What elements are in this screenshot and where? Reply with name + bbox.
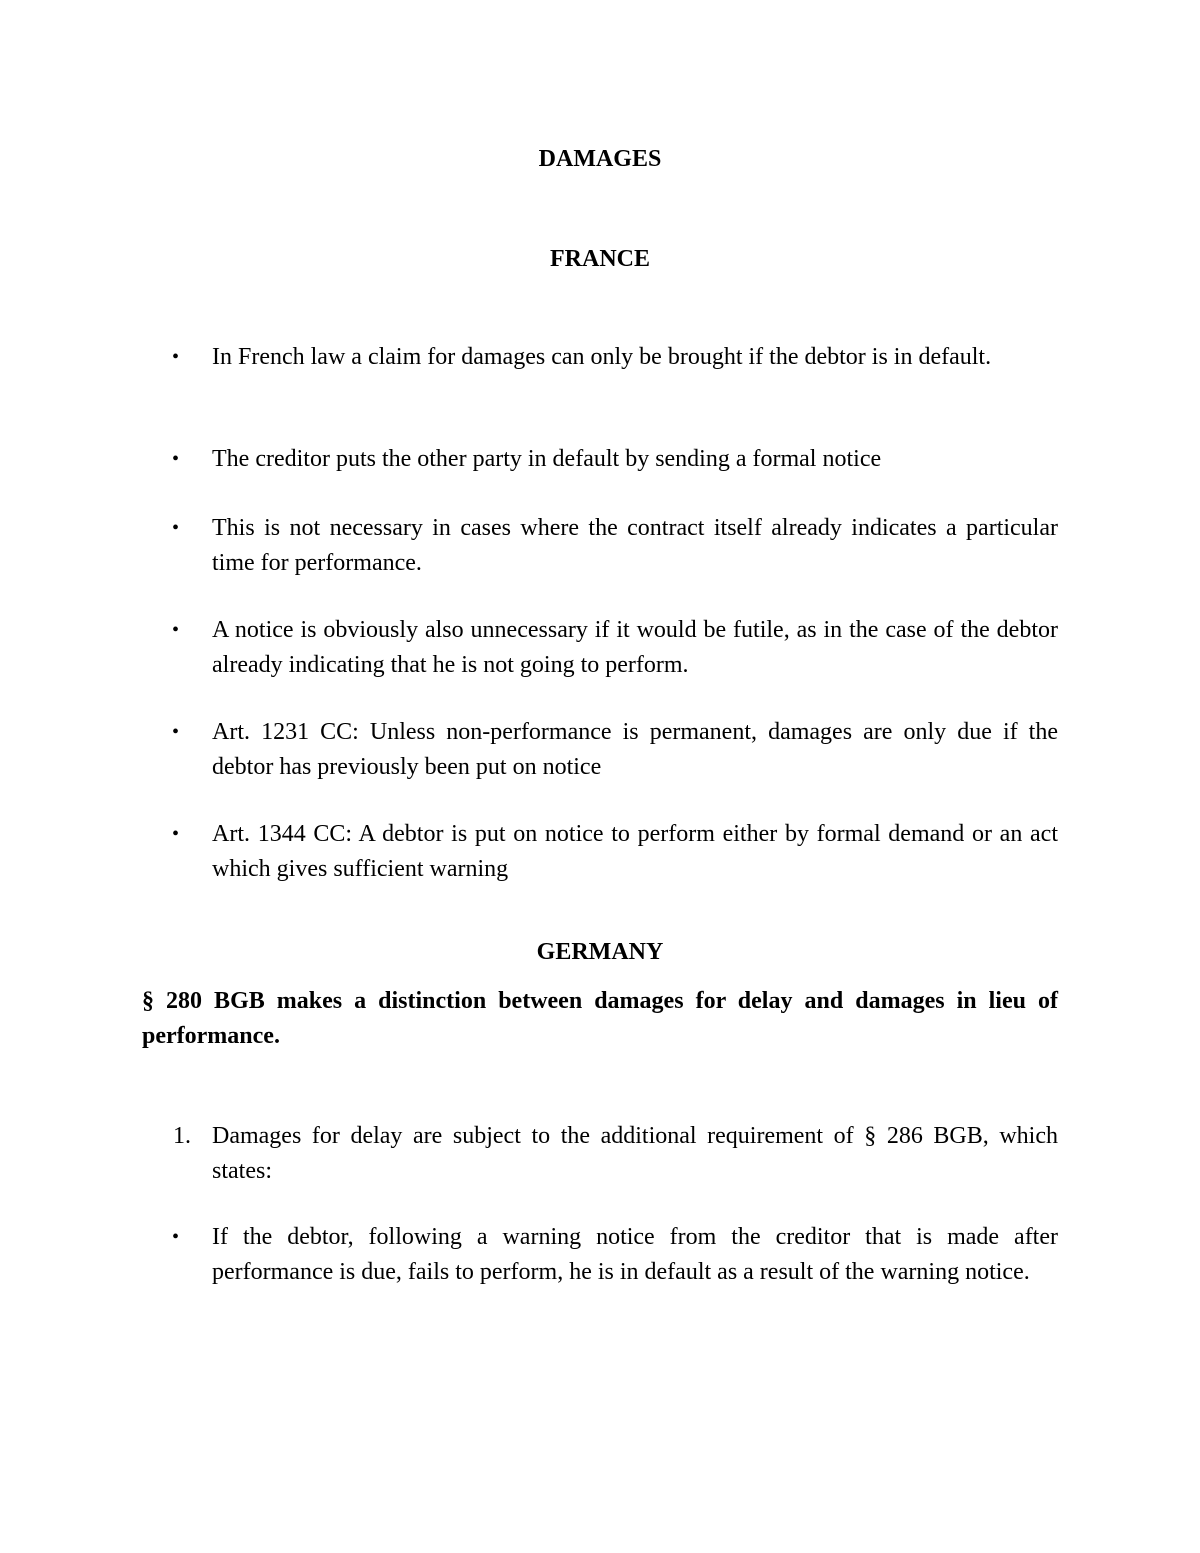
bullet-icon: • — [172, 346, 180, 368]
bullet-icon: • — [172, 1226, 180, 1248]
bullet-text: This is not necessary in cases where the contract itself already indicates a particular time for performance. — [212, 515, 1058, 576]
bullet-text: Art. 1344 CC: A debtor is put on notice to perform either by formal demand or an act which gives sufficient warning — [212, 821, 1058, 882]
france-bullet-4 — [142, 613, 1058, 683]
bullet-text: Art. 1231 CC: Unless non-performance is permanent, damages are only due if the debtor has previously been put on notice — [212, 719, 1058, 780]
list-number: 1. — [173, 1123, 191, 1149]
bullet-icon: • — [172, 448, 180, 470]
france-bullet-6 — [142, 817, 1058, 887]
france-bullet-1 — [142, 340, 1058, 375]
bullet-text: The creditor puts the other party in default by sending a formal notice — [212, 446, 882, 472]
bullet-icon: • — [172, 517, 180, 539]
germany-bullet-1 — [142, 1220, 1058, 1290]
france-bullet-3 — [142, 511, 1058, 581]
bullet-text: If the debtor, following a warning notice from the creditor that is made after performance is due, fails to perform, he is in default as a result of the warning notice. — [212, 1224, 1058, 1285]
bullet-icon: • — [172, 823, 180, 845]
germany-intro: § 280 BGB makes a distinction between damages for delay and damages in lieu of performance. — [142, 988, 1058, 1049]
bullet-text: A notice is obviously also unnecessary if it would be futile, as in the case of the debtor already indicating that he is not going to perform. — [212, 617, 1058, 678]
numbered-text: Damages for delay are subject to the additional requirement of § 286 BGB, which states: — [212, 1123, 1058, 1184]
france-bullet-2 — [142, 442, 1058, 477]
france-bullet-5 — [142, 715, 1058, 785]
document-title: DAMAGES — [538, 146, 662, 172]
bullet-icon: • — [172, 721, 180, 743]
bullet-icon: • — [172, 619, 180, 641]
germany-numbered-item-1 — [142, 1119, 1058, 1189]
france-heading: FRANCE — [550, 246, 650, 272]
bullet-text: In French law a claim for damages can only be brought if the debtor is in default. — [212, 344, 992, 370]
germany-heading: GERMANY — [536, 939, 664, 965]
